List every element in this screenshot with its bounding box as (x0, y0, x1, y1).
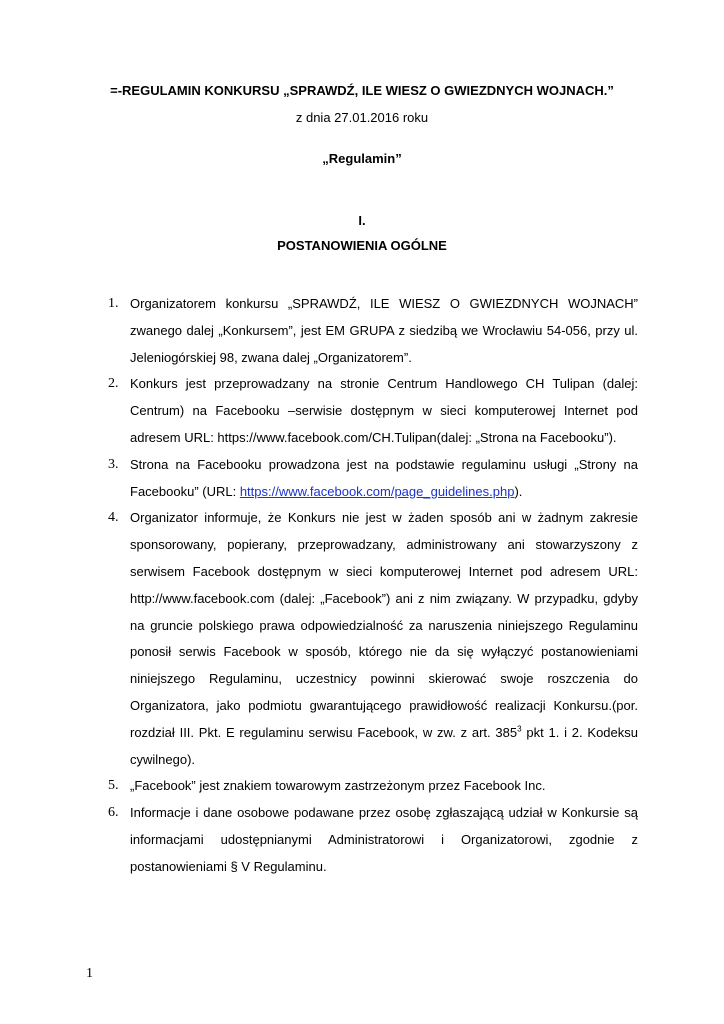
list-item (108, 291, 638, 371)
document-date: z dnia 27.01.2016 roku (295, 110, 429, 125)
list-item (108, 773, 638, 800)
item-text: Organizator informuje, że Konkurs nie jest w żaden sposób ani w żadnym zakresie sponsorowany, popierany, przeprowadzany, administrowany ani stowarzyszony z serwisem Facebook dostępnym w sieci komputerowej Internet pod adresem URL: http://www.facebook.com (dalej: „Facebook”) ani z nim związany. W przypadku, gdyby na gruncie polskiego prawa odpowiedzialność za naruszenia niniejszego Regulaminu ponosił serwis Facebook w sposób, którego nie da się wyłączyć postanowieniami niniejszego Regulaminu, uczestnicy powinni skierować swoje roszczenia do Organizatora, jako podmiotu gwarantującego prawidłowość realizacji Konkursu.(por. rozdział III. Pkt. E regulaminu serwisu Facebook, w zw. z art. 385 (130, 510, 638, 740)
superscript: 3 (517, 724, 522, 734)
list-item (108, 371, 638, 451)
item-number: 1. (108, 296, 119, 311)
section-number: I. (358, 213, 366, 228)
list-item (108, 505, 638, 773)
item-text: Organizatorem konkursu „SPRAWDŹ, ILE WIESZ O GWIEZDNYCH WOJNACH” zwanego dalej „Konkursem”, jest EM GRUPA z siedzibą we Wrocławiu 54-056, przy ul. Jeleniogórskiej 98, zwana dalej „Organizatorem”. (130, 296, 638, 365)
item-number: 2. (108, 376, 119, 392)
facebook-guidelines-link[interactable]: https://www.facebook.com/page_guidelines.php (239, 483, 515, 499)
item-number: 6. (108, 805, 119, 821)
document-subtitle: „Regulamin” (322, 151, 402, 166)
item-number: 4. (108, 510, 119, 526)
document-title: =-REGULAMIN KONKURSU „SPRAWDŹ, ILE WIESZ O GWIEZDNYCH WOJNACH.” (110, 83, 614, 98)
item-text: Informacje i dane osobowe podawane przez osobę zgłaszającą udział w Konkursie są informacjami udostępnianymi Administratorowi i Organizatorowi, zgodnie z postanowieniami § V Regulaminu. (130, 805, 638, 874)
item-text-after: ). (514, 483, 523, 499)
item-number: 5. (108, 778, 119, 794)
page-number: 1 (86, 966, 93, 981)
section-title: POSTANOWIENIA OGÓLNE (277, 238, 447, 253)
list-item (108, 452, 638, 506)
item-text-after: pkt 1. i 2. Kodeksu cywilnego). (130, 724, 638, 767)
item-number: 3. (108, 456, 119, 472)
item-text: Konkurs jest przeprowadzany na stronie Centrum Handlowego CH Tulipan (dalej: Centrum) na Facebooku –serwisie dostępnym w sieci komputerowej Internet pod adresem URL: https://www.facebook.com/CH.Tulipan(dalej: „Strona na Facebooku”). (130, 376, 638, 445)
regulation-list (108, 291, 638, 881)
list-item (108, 800, 638, 880)
item-text: „Facebook” jest znakiem towarowym zastrzeżonym przez Facebook Inc. (130, 778, 546, 794)
item-text: Strona na Facebooku prowadzona jest na podstawie regulaminu usługi „Strony na Facebooku” (URL: (130, 456, 638, 499)
